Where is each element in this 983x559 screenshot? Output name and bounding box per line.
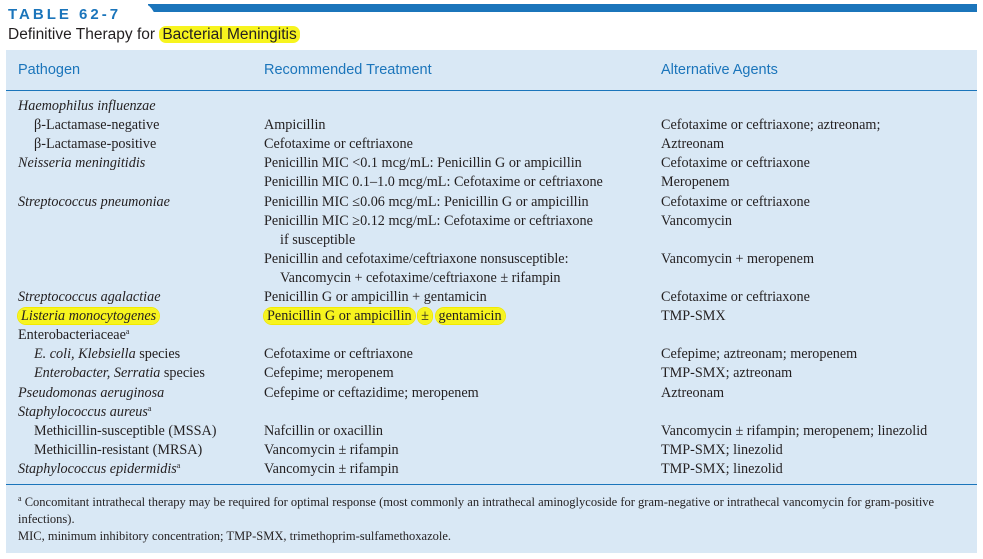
treatment-cell: Vancomycin ± rifampin: [264, 441, 399, 458]
table-title-highlight: Bacterial Meningitis: [159, 26, 299, 43]
table-row: [0, 173, 983, 192]
pathogen-cell: [34, 364, 205, 383]
pathogen-name: Methicillin-resistant (MRSA): [34, 441, 203, 458]
alternative-cell: TMP-SMX: [661, 308, 726, 325]
table-row: [0, 97, 983, 116]
table-row: [0, 116, 983, 135]
alternative-cell: TMP-SMX; aztreonam: [661, 365, 793, 382]
pathogen-cell: [34, 422, 216, 441]
treatment-highlight-part: gentamicin: [436, 308, 505, 324]
table-title: [8, 26, 300, 44]
alternative-cell: Cefotaxime or ceftriaxone: [661, 193, 810, 210]
treatment-cell: Cefotaxime or ceftriaxone: [264, 136, 413, 153]
alternative-cell: TMP-SMX; linezolid: [661, 441, 783, 458]
footnote-marker: a: [18, 494, 22, 503]
alternative-cell: Vancomycin ± rifampin; meropenem; linezolid: [661, 422, 928, 439]
pathogen-cell: [18, 193, 170, 212]
pathogen-suffix: species: [160, 365, 205, 382]
table-row: [0, 384, 983, 403]
table-row: [0, 269, 983, 288]
table-row: [0, 154, 983, 173]
pathogen-cell: [18, 384, 164, 403]
treatment-cell: Ampicillin: [264, 117, 326, 134]
treatment-cell: Penicillin MIC <0.1 mcg/mL: Penicillin G or ampicillin: [264, 155, 582, 172]
pathogen-name: β-Lactamase-positive: [34, 136, 157, 153]
alternative-cell: Cefepime; aztreonam; meropenem: [661, 346, 858, 363]
pathogen-name: Streptococcus agalactiae: [18, 289, 161, 305]
alternative-cell: Vancomycin + meropenem: [661, 250, 814, 267]
pathogen-cell: [18, 154, 145, 173]
treatment-cell: Nafcillin or oxacillin: [264, 422, 383, 439]
alternative-cell: Meropenem: [661, 174, 730, 191]
footnote-a-text: Concomitant intrathecal therapy may be required for optimal response (most commonly an intrathecal aminoglycoside for gram-negative or intrathecal vancomycin for gram-positive infections).: [18, 495, 935, 526]
pathogen-cell: [18, 307, 159, 326]
table-row: [0, 364, 983, 383]
pathogen-name: Methicillin-susceptible (MSSA): [34, 422, 217, 439]
treatment-cell: Penicillin MIC 0.1–1.0 mcg/mL: Cefotaxime or ceftriaxone: [264, 174, 603, 191]
pathogen-name: Neisseria meningitidis: [18, 155, 146, 172]
pathogen-suffix: species: [135, 346, 181, 363]
treatment-cell: Cefepime; meropenem: [264, 365, 394, 382]
pathogen-name: Enterobacter, Serratia: [34, 365, 161, 382]
pathogen-name: Staphylococcus epidermidis: [18, 460, 177, 477]
alternative-cell: Cefotaxime or ceftriaxone: [661, 289, 810, 305]
treatment-cell: Vancomycin ± rifampin: [264, 460, 399, 477]
table-row: [0, 422, 983, 441]
table-title-prefix: Definitive Therapy for: [8, 26, 160, 43]
column-header-pathogen: Pathogen: [18, 62, 81, 78]
treatment-cell: Penicillin MIC ≤0.06 mcg/mL: Penicillin G or ampicillin: [264, 193, 589, 210]
pathogen-cell: [18, 460, 180, 479]
treatment-cell: Vancomycin + cefotaxime/ceftriaxone ± rifampin: [280, 269, 561, 286]
footnote-reference: a: [125, 327, 130, 337]
pathogen-name: Listeria monocytogenes: [18, 308, 159, 324]
pathogen-cell: [18, 288, 161, 307]
table-row: [0, 250, 983, 269]
table-row: [0, 345, 983, 364]
table-row: [0, 403, 983, 422]
treatment-cell: Cefepime or ceftazidime; meropenem: [264, 384, 479, 401]
header-divider: [6, 90, 977, 91]
treatment-highlight-part: ±: [418, 308, 432, 324]
table-row: [0, 288, 983, 307]
pathogen-cell: [18, 97, 156, 116]
alternative-cell: Vancomycin: [661, 212, 732, 229]
alternative-cell: Aztreonam: [661, 136, 725, 153]
treatment-cell: if susceptible: [280, 231, 356, 248]
table-number: TABLE 62-7: [8, 6, 122, 23]
table-row: [0, 307, 983, 326]
footnote-abbreviations: MIC, minimum inhibitory concentration; TMP-SMX, trimethoprim-sulfamethoxazole.: [18, 529, 452, 543]
column-header-treatment: Recommended Treatment: [264, 62, 432, 78]
pathogen-name: E. coli, Klebsiella: [34, 346, 136, 363]
footnote-reference: a: [147, 403, 152, 413]
pathogen-cell: [34, 135, 156, 154]
pathogen-name: Staphylococcus aureus: [18, 403, 148, 420]
table-row: [0, 231, 983, 250]
pathogen-name: Haemophilus influenzae: [18, 98, 156, 114]
table-row: [0, 193, 983, 212]
alternative-cell: Cefotaxime or ceftriaxone: [661, 155, 810, 172]
table-row: [0, 135, 983, 154]
footnote-reference: a: [176, 460, 181, 470]
table-row: [0, 326, 983, 345]
column-header-alternative: Alternative Agents: [661, 62, 778, 78]
pathogen-cell: [34, 345, 180, 364]
alternative-cell: Cefotaxime or ceftriaxone; aztreonam;: [661, 117, 881, 134]
pathogen-name: Pseudomonas aeruginosa: [18, 384, 165, 401]
treatment-cell: Penicillin and cefotaxime/ceftriaxone nonsusceptible:: [264, 250, 569, 267]
pathogen-cell: [34, 116, 159, 135]
pathogen-name: Enterobacteriaceae: [18, 327, 126, 344]
treatment-highlight-part: Penicillin G or ampicillin: [264, 308, 415, 324]
table-row: [0, 460, 983, 479]
header-rule: [148, 4, 977, 12]
table-row: [0, 441, 983, 460]
treatment-cell: Penicillin G or ampicillin + gentamicin: [264, 289, 487, 305]
pathogen-name: Streptococcus pneumoniae: [18, 193, 170, 210]
treatment-cell: Penicillin MIC ≥0.12 mcg/mL: Cefotaxime or ceftriaxone: [264, 212, 593, 229]
alternative-cell: TMP-SMX; linezolid: [661, 460, 783, 477]
pathogen-cell: [18, 403, 151, 422]
pathogen-name: β-Lactamase-negative: [34, 117, 160, 134]
pathogen-cell: [18, 326, 129, 345]
alternative-cell: Aztreonam: [661, 384, 725, 401]
treatment-cell: [264, 307, 505, 326]
footer-divider: [6, 484, 977, 485]
treatment-cell: Cefotaxime or ceftriaxone: [264, 346, 413, 363]
footnote-a: [18, 494, 968, 528]
table-row: [0, 212, 983, 231]
pathogen-cell: [34, 441, 202, 460]
